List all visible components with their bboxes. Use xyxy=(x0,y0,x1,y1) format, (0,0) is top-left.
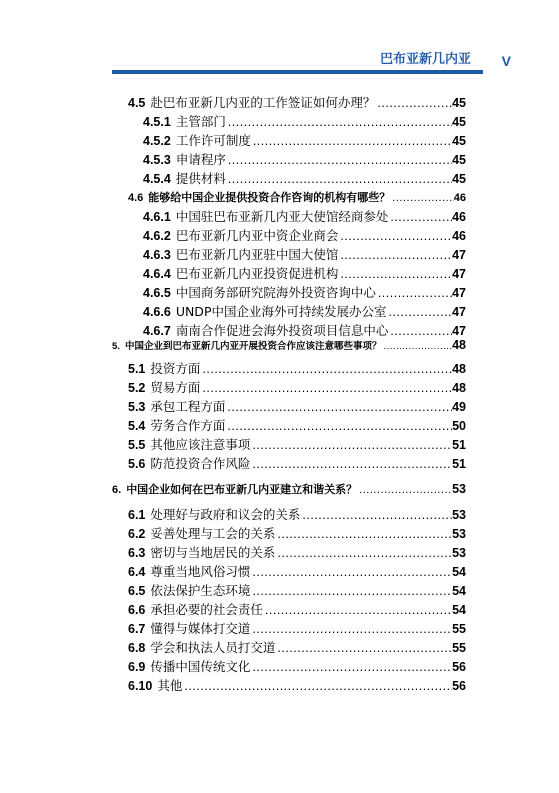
toc-entry[interactable] xyxy=(143,151,466,169)
toc-entry-title: 尊重当地风俗习惯 xyxy=(150,564,251,579)
toc-entry-number: 5.2 xyxy=(128,381,146,395)
toc-entry-title: 中国商务部研究院海外投资咨询中心 xyxy=(175,285,376,300)
toc-entry[interactable] xyxy=(128,601,466,619)
toc-entry-page: 47 xyxy=(452,267,466,281)
toc-entry[interactable] xyxy=(128,677,466,695)
toc-entry-title: 中国驻巴布亚新几内亚大使馆经商参处 xyxy=(175,209,389,224)
dot-leader xyxy=(227,398,452,416)
dot-leader xyxy=(202,379,452,397)
dot-leader xyxy=(202,360,452,378)
toc-entry-page: 55 xyxy=(452,622,466,636)
toc-entry[interactable] xyxy=(128,639,466,657)
toc-entry[interactable] xyxy=(128,525,466,543)
toc-entry[interactable] xyxy=(128,506,466,524)
toc-entry-page: 50 xyxy=(452,419,466,433)
toc-entry-number: 4.5.3 xyxy=(143,153,171,167)
dot-leader xyxy=(340,227,452,245)
toc-entry-number: 5.6 xyxy=(128,457,146,471)
toc-entry-title: 赴巴布亚新几内亚的工作签证如何办理？ xyxy=(150,95,376,110)
toc-entry[interactable] xyxy=(128,360,466,378)
toc-entry-page: 47 xyxy=(452,248,466,262)
toc-entry[interactable] xyxy=(143,303,466,321)
dot-leader xyxy=(378,284,452,302)
toc-entry-number: 5.5 xyxy=(128,438,146,452)
toc-entry-title: 巴布亚新几内亚投资促进机构 xyxy=(175,266,339,281)
toc-entry[interactable] xyxy=(143,113,466,131)
toc-entry-page: 46 xyxy=(452,210,466,224)
toc-entry-page: 51 xyxy=(452,457,466,471)
toc-entry-number: 4.6.2 xyxy=(143,229,171,243)
toc-entry-page: 51 xyxy=(452,438,466,452)
toc-entry-number: 6.8 xyxy=(128,641,146,655)
dot-leader xyxy=(228,170,452,188)
toc-entry-number: 6.2 xyxy=(128,527,146,541)
toc-entry-number: 6.3 xyxy=(128,546,146,560)
dot-leader xyxy=(359,481,452,498)
toc-entry-title: 能够给中国企业提供投资合作咨询的机构有哪些？ xyxy=(148,191,391,204)
toc-entry-page: 54 xyxy=(452,584,466,598)
dot-leader xyxy=(252,620,452,638)
toc-entry-number: 4.6.7 xyxy=(143,324,171,338)
dot-leader xyxy=(277,525,452,543)
page-number: V xyxy=(501,53,511,69)
toc-entry-page: 53 xyxy=(452,546,466,560)
toc-entry-title: 处理好与政府和议会的关系 xyxy=(150,507,301,522)
toc-entry-title: 懂得与媒体打交道 xyxy=(150,621,251,636)
toc-entry-page: 56 xyxy=(452,679,466,693)
toc-chapter-number: 6. xyxy=(112,484,122,496)
toc-entry-number: 5.3 xyxy=(128,400,146,414)
dot-leader xyxy=(340,265,452,283)
toc-entry-number: 6.10 xyxy=(128,679,153,693)
toc-entry-number: 4.6.4 xyxy=(143,267,171,281)
toc-entry-title: 其他 xyxy=(157,678,183,693)
toc-entry-page: 56 xyxy=(452,660,466,674)
toc-entry-number: 4.6.6 xyxy=(143,305,171,319)
toc-entry[interactable] xyxy=(143,246,466,264)
toc-entry-title: 传播中国传统文化 xyxy=(150,659,251,674)
toc-entry-page: 53 xyxy=(452,527,466,541)
dot-leader xyxy=(252,658,452,676)
toc-entry[interactable] xyxy=(143,208,466,226)
toc-entry[interactable] xyxy=(128,94,466,112)
toc-entry-page: 47 xyxy=(452,305,466,319)
toc-entry[interactable] xyxy=(128,582,466,600)
toc-chapter-title: 中国企业到巴布亚新几内亚开展投资合作应该注意哪些事项？ xyxy=(124,341,382,352)
dot-leader xyxy=(252,436,452,454)
toc-entry-number: 6.6 xyxy=(128,603,146,617)
toc-chapter-title: 中国企业如何在巴布亚新几内亚建立和谐关系？ xyxy=(126,483,358,496)
dot-leader xyxy=(265,601,452,619)
toc-entry-number: 6.5 xyxy=(128,584,146,598)
toc-entry-number: 4.5 xyxy=(128,96,146,110)
toc-entry-number: 4.6.1 xyxy=(143,210,171,224)
toc-entry-title: UNDP中国企业海外可持续发展办公室 xyxy=(175,304,387,319)
dot-leader xyxy=(383,338,452,354)
dot-leader xyxy=(228,113,452,131)
toc-entry[interactable] xyxy=(128,658,466,676)
dot-leader xyxy=(227,417,452,435)
toc-entry-title: 提供材料 xyxy=(175,171,226,186)
toc-entry-title: 投资方面 xyxy=(150,361,201,376)
dot-leader xyxy=(390,208,452,226)
dot-leader xyxy=(392,189,453,207)
toc-entry-number: 6.7 xyxy=(128,622,146,636)
toc-entry-number: 4.6.3 xyxy=(143,248,171,262)
toc-entry-page: 47 xyxy=(452,286,466,300)
toc-entry-number: 6.1 xyxy=(128,508,146,522)
toc-entry-title: 巴布亚新几内亚中资企业商会 xyxy=(175,228,339,243)
header-title: 巴布亚新几内亚 xyxy=(379,52,471,67)
toc-entry-page: 45 xyxy=(452,153,466,167)
dot-leader xyxy=(302,506,452,524)
toc-entry-page: 55 xyxy=(452,641,466,655)
toc-entry-number: 6.9 xyxy=(128,660,146,674)
toc-entry-number: 4.6.5 xyxy=(143,286,171,300)
toc-entry-number: 4.5.2 xyxy=(143,134,171,148)
toc-entry-number: 5.4 xyxy=(128,419,146,433)
dot-leader xyxy=(377,94,452,112)
toc-entry-title: 南南合作促进会海外投资项目信息中心 xyxy=(175,323,389,338)
toc-chapter-number: 5. xyxy=(112,341,120,352)
toc-chapter[interactable] xyxy=(112,336,466,354)
toc-entry-title: 防范投资合作风险 xyxy=(150,456,251,471)
toc-entry-page: 54 xyxy=(452,603,466,617)
dot-leader xyxy=(253,132,452,150)
dot-leader xyxy=(277,639,452,657)
toc-entry-number: 5.1 xyxy=(128,362,146,376)
toc-entry-title: 学会和执法人员打交道 xyxy=(150,640,276,655)
toc-entry-title: 承担必要的社会责任 xyxy=(150,602,263,617)
toc-entry-number: 4.6 xyxy=(128,192,144,204)
toc-entry[interactable] xyxy=(143,284,466,302)
dot-leader xyxy=(388,303,452,321)
toc-entry[interactable] xyxy=(143,227,466,245)
toc-entry[interactable] xyxy=(128,436,466,454)
toc-entry-page: 46 xyxy=(452,229,466,243)
dot-leader xyxy=(277,544,452,562)
toc-entry-page: 48 xyxy=(452,362,466,376)
dot-leader xyxy=(252,455,452,473)
toc-entry-title: 主管部门 xyxy=(175,114,226,129)
toc-entry-page: 45 xyxy=(452,134,466,148)
toc-chapter-page: 53 xyxy=(452,482,466,496)
toc-entry-page: 47 xyxy=(452,324,466,338)
toc-entry-page: 48 xyxy=(452,381,466,395)
toc-entry[interactable] xyxy=(128,398,466,416)
toc-entry[interactable] xyxy=(143,265,466,283)
dot-leader xyxy=(340,246,452,264)
toc-entry-title: 依法保护生态环境 xyxy=(150,583,251,598)
toc-entry[interactable] xyxy=(128,563,466,581)
toc-entry[interactable] xyxy=(143,132,466,150)
toc-entry-number: 4.5.1 xyxy=(143,115,171,129)
toc-entry-title: 申请程序 xyxy=(175,152,226,167)
toc-entry-page: 45 xyxy=(452,115,466,129)
toc-entry[interactable] xyxy=(143,170,466,188)
toc-entry-title: 承包工程方面 xyxy=(150,399,226,414)
toc-entry-title: 密切与当地居民的关系 xyxy=(150,545,276,560)
toc-entry[interactable] xyxy=(128,417,466,435)
toc-entry-title: 巴布亚新几内亚驻中国大使馆 xyxy=(175,247,339,262)
toc-entry[interactable] xyxy=(128,189,466,207)
dot-leader xyxy=(184,677,452,695)
toc-entry-title: 其他应该注意事项 xyxy=(150,437,251,452)
toc-entry-title: 工作许可制度 xyxy=(175,133,251,148)
toc-entry-title: 劳务合作方面 xyxy=(150,418,226,433)
toc-entry-page: 45 xyxy=(452,96,466,110)
toc-entry-number: 4.5.4 xyxy=(143,172,171,186)
toc-entry[interactable] xyxy=(128,544,466,562)
toc-entry-page: 46 xyxy=(453,192,466,204)
toc-entry[interactable] xyxy=(128,379,466,397)
toc-chapter-page: 48 xyxy=(452,338,466,352)
toc-entry-page: 53 xyxy=(452,508,466,522)
toc-entry-number: 6.4 xyxy=(128,565,146,579)
toc-entry-page: 45 xyxy=(452,172,466,186)
toc-entry[interactable] xyxy=(128,455,466,473)
dot-leader xyxy=(228,151,452,169)
dot-leader xyxy=(252,563,452,581)
toc-entry-title: 妥善处理与工会的关系 xyxy=(150,526,276,541)
toc-chapter[interactable] xyxy=(112,480,466,498)
dot-leader xyxy=(252,582,452,600)
toc-entry-title: 贸易方面 xyxy=(150,380,201,395)
toc-entry-page: 54 xyxy=(452,565,466,579)
toc-entry-page: 49 xyxy=(452,400,466,414)
toc-entry[interactable] xyxy=(128,620,466,638)
